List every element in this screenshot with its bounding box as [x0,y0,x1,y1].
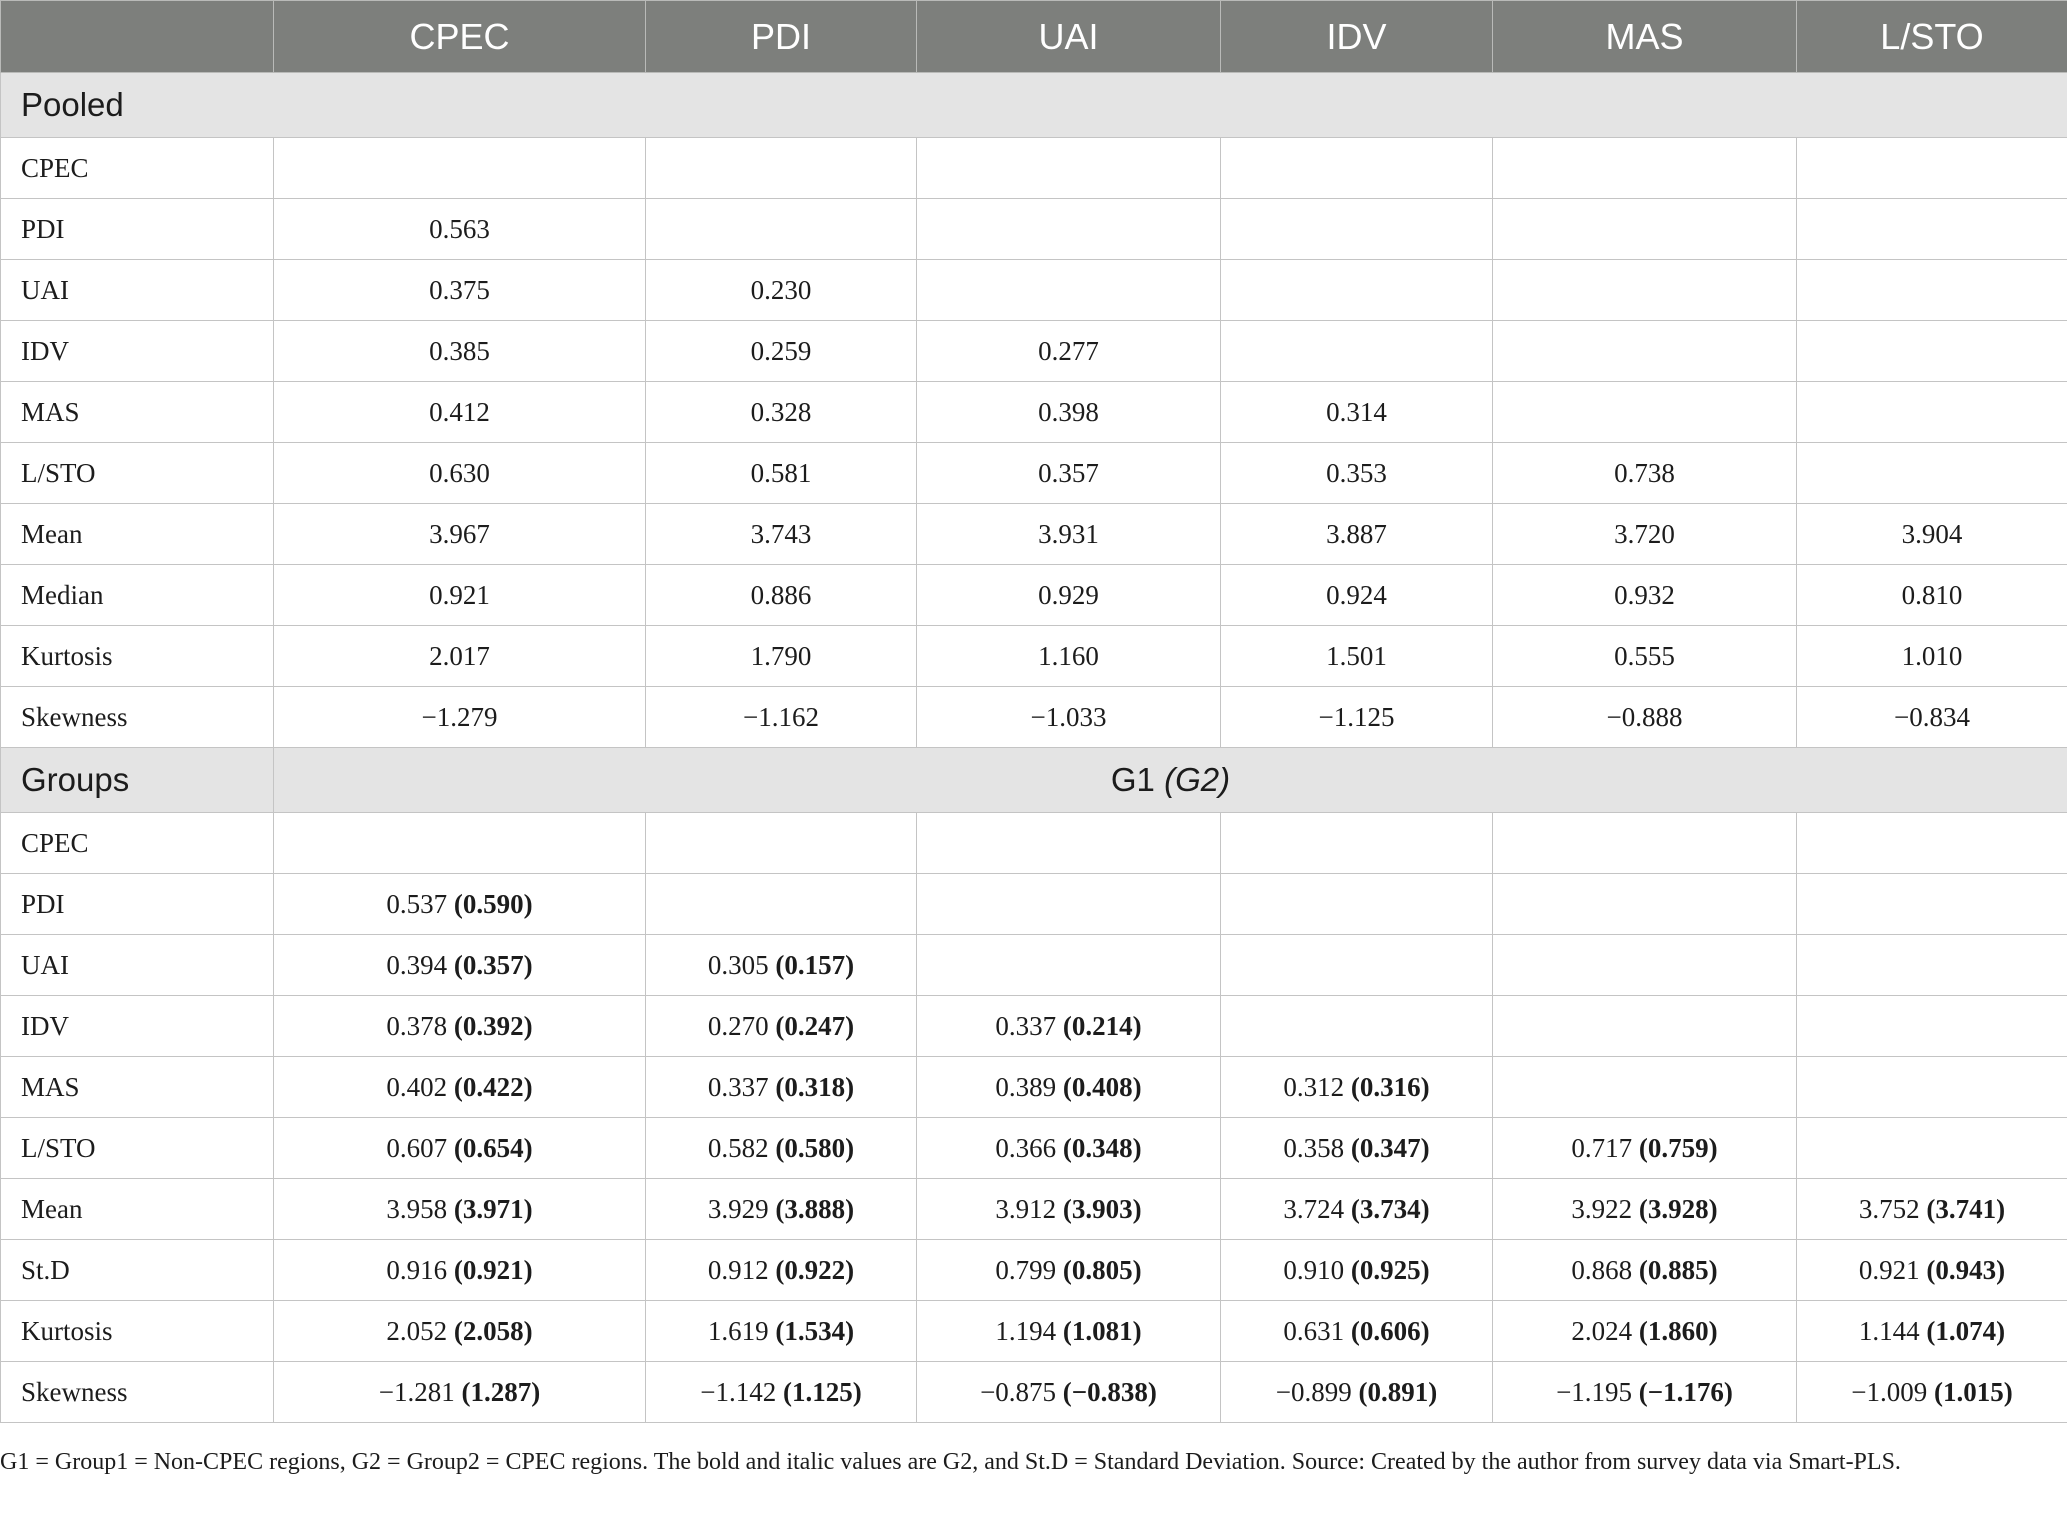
table-cell [1797,1301,2067,1362]
table-cell [1797,199,2067,260]
table-cell [1493,199,1797,260]
table-cell [1493,382,1797,443]
table-row [1,1118,2067,1179]
table-cell [917,1301,1221,1362]
table-cell [1797,935,2067,996]
group2-value: (−0.838) [1062,1376,1157,1407]
table-cell [274,138,646,199]
group2-value: (0.316) [1350,1071,1430,1102]
group2-value: (1.287) [461,1376,541,1407]
table-cell [646,1179,917,1240]
table-cell [917,813,1221,874]
group2-value: (0.408) [1062,1071,1142,1102]
row-label: UAI [1,260,274,321]
pooled-section-label: Pooled [1,73,2067,138]
row-label: Mean [1,1179,274,1240]
group1-value: 0.337 [995,1010,1057,1041]
group2-value: (0.214) [1062,1010,1142,1041]
pooled-section-header [1,73,2067,138]
table-cell [1221,935,1493,996]
group2-value: (0.247) [775,1010,855,1041]
group2-value: (1.081) [1062,1315,1142,1346]
table-cell [917,1179,1221,1240]
table-cell [1221,1057,1493,1118]
group2-value: (1.125) [783,1376,862,1407]
row-label: L/STO [1,1118,274,1179]
table-cell: 0.353 [1221,443,1493,504]
group2-value: (0.318) [775,1071,855,1102]
table-cell [274,1057,646,1118]
table-cell [1493,996,1797,1057]
table-row [1,1301,2067,1362]
table-cell [1797,874,2067,935]
table-cell: 0.921 [274,565,646,626]
pooled-section [1,73,2067,748]
table-row [1,138,2067,199]
table-cell: 3.720 [1493,504,1797,565]
table-cell [1221,138,1493,199]
table-cell [1797,1240,2067,1301]
table-cell: 0.929 [917,565,1221,626]
group1-value: 2.024 [1571,1315,1633,1346]
group1-value: 0.270 [707,1010,769,1041]
table-cell: 1.501 [1221,626,1493,687]
table-row [1,1362,2067,1423]
table-cell [1221,813,1493,874]
group2-value: (2.058) [453,1315,533,1346]
table-cell: 0.314 [1221,382,1493,443]
table-cell [917,935,1221,996]
header-cell-uai: UAI [917,1,1221,73]
group2-value: (3.888) [775,1193,855,1224]
row-label: PDI [1,199,274,260]
table-cell [917,199,1221,260]
group1-value: 0.717 [1571,1132,1633,1163]
table-cell: 1.160 [917,626,1221,687]
group2-value: (0.921) [453,1254,533,1285]
header-cell-lsto: L/STO [1797,1,2067,73]
group1-value: −1.142 [700,1376,777,1407]
table-cell [1221,321,1493,382]
row-label: Mean [1,504,274,565]
group1-value: 0.582 [707,1132,769,1163]
group1-value: 0.389 [995,1071,1057,1102]
group1-value: 0.910 [1283,1254,1345,1285]
group1-value: 0.799 [995,1254,1057,1285]
groups-section-label: Groups [1,748,274,813]
group1-title: G1 [1110,761,1165,798]
table-cell: 1.790 [646,626,917,687]
table-cell: −1.279 [274,687,646,748]
table-cell: 3.931 [917,504,1221,565]
group1-value: −1.195 [1556,1376,1633,1407]
table-cell [1797,260,2067,321]
table-cell [1221,1179,1493,1240]
table-cell [1797,382,2067,443]
table-cell [646,1118,917,1179]
table-cell: 2.017 [274,626,646,687]
group2-value: (1.534) [775,1315,855,1346]
group1-value: 0.912 [707,1254,769,1285]
table-cell [274,935,646,996]
group1-value: 0.921 [1858,1254,1920,1285]
table-cell: 0.563 [274,199,646,260]
table-cell [646,1301,917,1362]
table-cell [646,199,917,260]
table-cell [274,1362,646,1423]
table-cell [1221,1118,1493,1179]
table-cell: −1.125 [1221,687,1493,748]
group1-value: 0.337 [707,1071,769,1102]
table-cell [646,1057,917,1118]
table-row [1,996,2067,1057]
group1-value: 0.631 [1283,1315,1345,1346]
row-label: MAS [1,1057,274,1118]
group1-value: 1.619 [707,1315,769,1346]
group2-value: (0.590) [453,888,533,919]
table-cell [1797,1362,2067,1423]
row-label: PDI [1,874,274,935]
group1-value: 0.402 [386,1071,448,1102]
table-cell: −0.888 [1493,687,1797,748]
table-cell [1221,996,1493,1057]
table-cell [1493,138,1797,199]
table-cell: 1.010 [1797,626,2067,687]
group2-value: (3.928) [1638,1193,1718,1224]
table-row [1,443,2067,504]
header-cell-pdi: PDI [646,1,917,73]
table-cell [646,935,917,996]
table-cell: 0.924 [1221,565,1493,626]
table-cell [917,1240,1221,1301]
row-label: Kurtosis [1,1301,274,1362]
group2-value: (1.015) [1934,1376,2013,1407]
header-cell-idv: IDV [1221,1,1493,73]
table-row [1,935,2067,996]
table-cell [1493,260,1797,321]
table-cell [1221,1301,1493,1362]
group1-value: 3.922 [1571,1193,1633,1224]
group2-value: (1.074) [1926,1315,2006,1346]
group1-value: 0.537 [386,888,448,919]
table-cell [1797,321,2067,382]
table-cell: 0.259 [646,321,917,382]
group2-value: (0.580) [775,1132,855,1163]
table-cell [1797,1118,2067,1179]
table-cell [1493,1179,1797,1240]
table-cell: 0.385 [274,321,646,382]
group2-value: (3.971) [453,1193,533,1224]
table-row [1,504,2067,565]
table-cell: 3.967 [274,504,646,565]
group1-value: 3.724 [1283,1193,1345,1224]
group2-value: (0.347) [1350,1132,1430,1163]
group2-value: (0.891) [1358,1376,1438,1407]
group2-value: (0.922) [775,1254,855,1285]
group1-value: 1.194 [995,1315,1057,1346]
header-cell-corner [1,1,274,73]
group1-value: 0.607 [386,1132,448,1163]
group2-value: (−1.176) [1638,1376,1733,1407]
table-cell: 0.581 [646,443,917,504]
table-cell [274,1240,646,1301]
table-cell [646,874,917,935]
table-row [1,565,2067,626]
table-cell: 0.810 [1797,565,2067,626]
group2-value: (0.392) [453,1010,533,1041]
group1-value: 0.366 [995,1132,1057,1163]
table-cell [917,260,1221,321]
table-row [1,260,2067,321]
group1-value: −1.281 [378,1376,455,1407]
group2-value: (0.943) [1926,1254,2006,1285]
table-row [1,1057,2067,1118]
group1-value: 0.868 [1571,1254,1633,1285]
group2-value: (1.860) [1638,1315,1718,1346]
table-cell [1221,1362,1493,1423]
row-label: Kurtosis [1,626,274,687]
table-cell [1493,1057,1797,1118]
table-cell [1493,935,1797,996]
row-label: IDV [1,321,274,382]
row-label: Median [1,565,274,626]
header-cell-mas: MAS [1493,1,1797,73]
table-cell [274,1179,646,1240]
groups-section-title [274,748,2067,813]
table-row [1,626,2067,687]
table-cell [274,1118,646,1179]
table-cell [274,1301,646,1362]
table-cell [646,138,917,199]
group1-value: 0.312 [1283,1071,1345,1102]
group2-value: (0.885) [1638,1254,1718,1285]
table-cell [1797,138,2067,199]
group1-value: 3.912 [995,1193,1057,1224]
group1-value: 3.929 [707,1193,769,1224]
row-label: St.D [1,1240,274,1301]
group2-value: (3.734) [1350,1193,1430,1224]
group2-value: (3.903) [1062,1193,1142,1224]
table-cell: 0.886 [646,565,917,626]
group1-value: 1.144 [1858,1315,1920,1346]
table-cell [917,138,1221,199]
table-cell: 0.230 [646,260,917,321]
group1-value: 0.394 [386,949,448,980]
table-cell: 0.277 [917,321,1221,382]
table-cell: 0.932 [1493,565,1797,626]
table-cell [917,1118,1221,1179]
table-cell [1797,813,2067,874]
table-row [1,1179,2067,1240]
table-row [1,813,2067,874]
table-cell [1797,1179,2067,1240]
group1-value: 0.916 [386,1254,448,1285]
header-row [1,1,2067,73]
table-cell: 0.398 [917,382,1221,443]
table-cell: 0.555 [1493,626,1797,687]
table-cell: −0.834 [1797,687,2067,748]
group1-value: −0.875 [980,1376,1057,1407]
group2-title: (G2) [1164,761,1231,798]
group1-value: 2.052 [386,1315,448,1346]
table-cell [1493,1118,1797,1179]
table-cell: 0.357 [917,443,1221,504]
header-cell-cpec: CPEC [274,1,646,73]
group2-value: (0.357) [453,949,533,980]
group2-value: (0.606) [1350,1315,1430,1346]
groups-section-header [1,748,2067,813]
table-cell: 0.328 [646,382,917,443]
table-cell [1797,1057,2067,1118]
group1-value: 0.378 [386,1010,448,1041]
table-cell: 0.375 [274,260,646,321]
table-cell [917,1362,1221,1423]
table-row [1,382,2067,443]
table-footnote: G1 = Group1 = Non-CPEC regions, G2 = Group2 = CPEC regions. The bold and italic values are G2, and St.D = Standard Deviation. Source: Created by the author from survey data via Smart-PLS. [0,1449,1901,1475]
table-cell [1221,260,1493,321]
table-cell: −1.033 [917,687,1221,748]
table-cell [1797,996,2067,1057]
table-cell [274,813,646,874]
group2-value: (3.741) [1926,1193,2006,1224]
table-cell [1797,443,2067,504]
group2-value: (0.422) [453,1071,533,1102]
group2-value: (0.348) [1062,1132,1142,1163]
table-row [1,321,2067,382]
row-label: MAS [1,382,274,443]
group2-value: (0.157) [775,949,855,980]
table-cell [1221,199,1493,260]
table-cell [1493,874,1797,935]
table-cell [1493,1301,1797,1362]
group1-value: −0.899 [1275,1376,1352,1407]
table-row [1,874,2067,935]
table-cell [1221,874,1493,935]
table-cell [274,874,646,935]
row-label: Skewness [1,687,274,748]
table-cell: 3.743 [646,504,917,565]
row-label: CPEC [1,813,274,874]
table-row [1,1240,2067,1301]
table-cell [646,996,917,1057]
group1-value: 3.752 [1858,1193,1920,1224]
group2-value: (0.654) [453,1132,533,1163]
table-cell: 0.630 [274,443,646,504]
row-label: IDV [1,996,274,1057]
table-cell [917,874,1221,935]
table-cell [1493,1362,1797,1423]
row-label: CPEC [1,138,274,199]
table-cell [646,1362,917,1423]
table-cell [646,1240,917,1301]
table-cell [917,996,1221,1057]
row-label: UAI [1,935,274,996]
table-cell: 3.904 [1797,504,2067,565]
table-cell [1493,1240,1797,1301]
table-cell [1221,1240,1493,1301]
table-cell [1493,321,1797,382]
group1-value: 0.358 [1283,1132,1345,1163]
row-label: Skewness [1,1362,274,1423]
table-cell [646,813,917,874]
row-label: L/STO [1,443,274,504]
group1-value: 3.958 [386,1193,448,1224]
table-cell [1493,813,1797,874]
groups-section [1,748,2067,1423]
group1-value: 0.305 [707,949,769,980]
group2-value: (0.925) [1350,1254,1430,1285]
table-row [1,199,2067,260]
table-cell: −1.162 [646,687,917,748]
group1-value: −1.009 [1851,1376,1928,1407]
table-cell: 3.887 [1221,504,1493,565]
table-cell [274,996,646,1057]
table-cell [917,1057,1221,1118]
group2-value: (0.805) [1062,1254,1142,1285]
group2-value: (0.759) [1638,1132,1718,1163]
table-cell: 0.412 [274,382,646,443]
table-cell: 0.738 [1493,443,1797,504]
table-row [1,687,2067,748]
